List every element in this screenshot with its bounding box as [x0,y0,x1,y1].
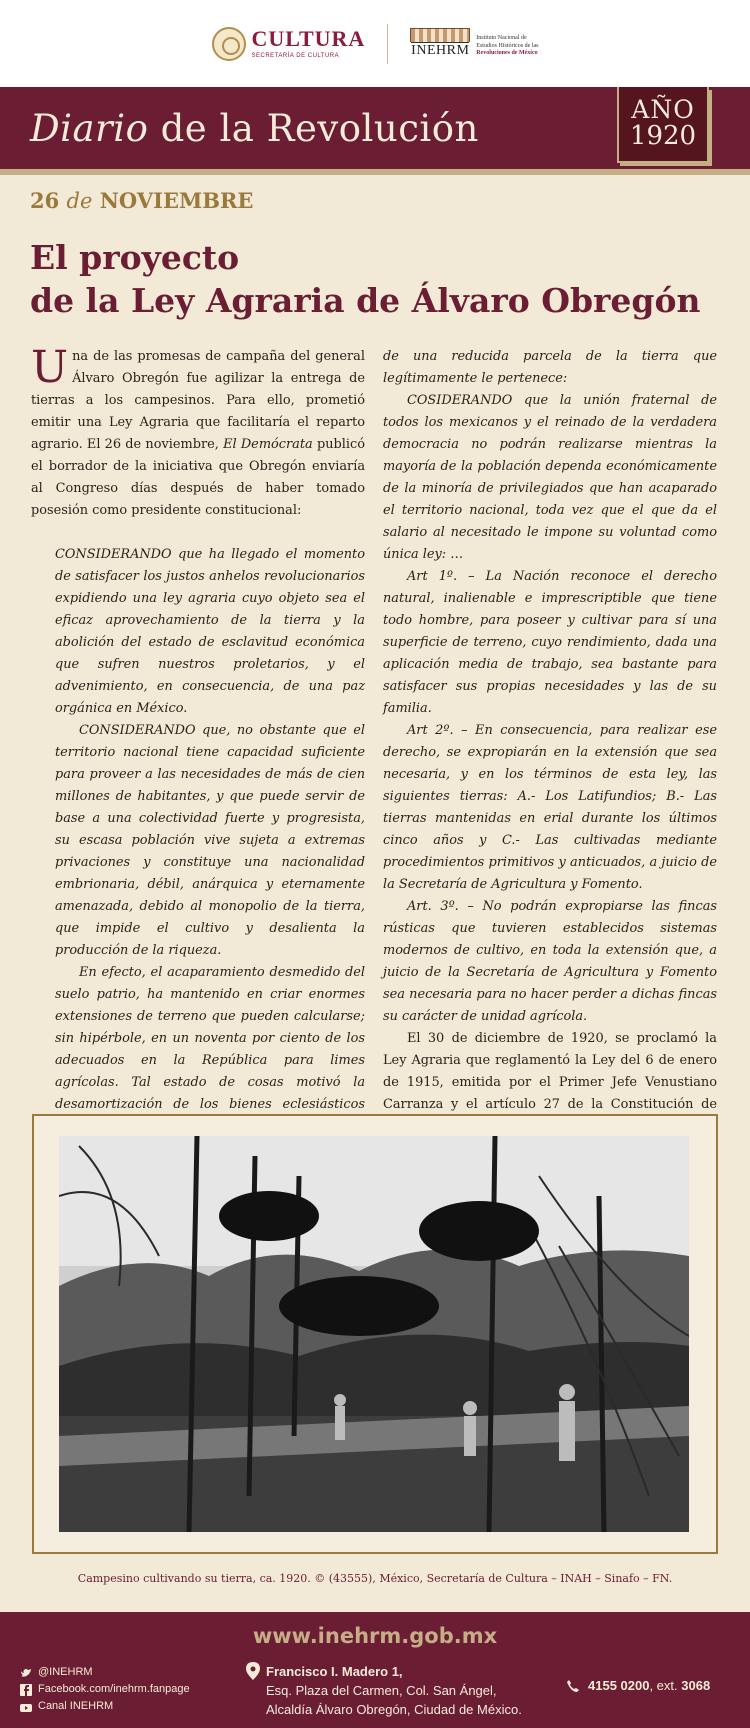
newspaper-name: El Demócrata [223,437,313,452]
photo-frame [32,1114,718,1554]
intro-text: na de las promesas de campaña del general Álvaro Obregón fue agilizar la entrega de tierras a los campesinos. Para ello, prometió emitir una Ley Agraria que facilitaría el reparto agrario. El 26 de noviembre, [31,349,365,452]
title-line: de la Ley Agraria de Álvaro Obregón [30,281,701,320]
twitter-link[interactable] [20,1664,190,1681]
inehrm-desc-line: Instituto Nacional de [476,35,527,42]
year-number: 1920 [629,121,697,152]
quote-paragraph: Art. 3º. – No podrán expropiarse las fincas rústicas que tuvieren establecidos sistemas modernos de cultivo, en toda la extensión que, a juicio de la Secretaría de Agricultura y Fomento sea necesaria para no hacer perder a dichas fincas su carácter de unidad agrícola. [383,899,717,1024]
title-line: El proyecto [30,238,240,277]
drop-cap: U [31,342,69,393]
intro-paragraph [31,342,365,522]
ext-label: , ext. [649,1678,682,1693]
article-column-right [383,346,717,1160]
article-date [30,188,253,213]
cultura-logo[interactable] [212,27,366,61]
eagle-seal-icon [212,27,246,61]
phone-contact[interactable] [566,1678,710,1693]
logo-bar [0,0,750,87]
cultura-wordmark: CULTURA [251,26,366,51]
facebook-url: Facebook.com/inehrm.fanpage [38,1683,190,1695]
year-label: AÑO [631,95,695,125]
quote-paragraph: COSIDERANDO que la unión fraternal de todos los mexicanos y el reinado de la verdadera democracia no podrán realizarse mientras la mayoría de la población dependa económicamente de la minoría de privilegiados que han acaparado el territorio nacional, toda vez que el que da el salario al necesitado le impone su voluntad como única ley: … [383,393,717,562]
youtube-link[interactable] [20,1698,190,1715]
quote-paragraph: CONSIDERANDO que ha llegado el momento de satisfacer los justos anhelos revolucionarios expidiendo una ley agraria cuyo objeto sea el eficaz aprovechamiento de la tierra y la abolición del estado de esclavitud económica que sufren nuestros proletarios, y el advenimiento, en consecuencia, de una paz orgánica en México. [55,547,365,716]
website-link[interactable]: www.inehrm.gob.mx [252,1624,498,1648]
publication-title [30,107,479,150]
title-rest: de la Revolución [148,107,479,150]
twitter-icon [20,1667,32,1679]
quote-paragraph: Art 1º. – La Nación reconoce el derecho natural, inalienable e imprescriptible que tiene todo hombre, para poseer y cultivar para sí una superficie de terreno, cuyo rendimiento, dada una aplicación media de trabajo, sea bastante para satisfacer sus propias necesidades y las de su familia. [383,569,717,716]
inehrm-desc-line: Estudios Históricos de las [476,42,539,49]
date-month: NOVIEMBRE [99,188,254,213]
phone-extension: 3068 [681,1678,711,1693]
photo-caption: Campesino cultivando su tierra, ca. 1920. © (43555), México, Secretaría de Cultura – INAH – Sinafo – FN. [77,1572,673,1585]
closing-paragraph: El 30 de diciembre de 1920, se proclamó la Ley Agraria que reglamentó la Ley del 6 de enero de 1915, emitida por el Primer Jefe Venustiano Carranza y el artículo 27 de la Constitución de [383,1031,717,1112]
quote-paragraph: En efecto, el acaparamiento desmedido del suelo patrio, ha mantenido en criar enormes extensiones de terreno que pueden calcularse; sin hipérbole, en un noventa por ciento de los adecuados en la República para limes agrícolas. Tal estado de cosas motivó la desamortización de los bienes eclesiásticos [55,965,365,1112]
twitter-handle: @INEHRM [38,1666,93,1678]
year-badge [617,87,709,163]
date-de: de [66,189,93,213]
address-line: Francisco I. Madero 1, [266,1664,403,1679]
footer [0,1612,750,1728]
building-icon [410,28,470,42]
inehrm-desc-line: Revoluciones de México [476,49,538,56]
phone-icon [566,1679,580,1693]
logo-divider [387,24,388,64]
location-pin-icon [246,1662,260,1680]
address-line: Esq. Plaza del Carmen, Col. San Ángel, [266,1683,497,1698]
cultura-subtitle: SECRETARÍA DE CULTURA [251,53,340,59]
youtube-channel: Canal INEHRM [38,1700,114,1712]
quote-paragraph: Art 2º. – En consecuencia, para realizar ese derecho, se expropiarán en la extensión que sea necesaria, y en los términos de esta ley, las siguientes tierras: A.- Los Latifundios; B.- Las tierras mantenidas en erial durante los últimos cinco años y C.- Las cultivadas mediante procedimientos primitivos y anticuados, a juicio de la Secretaría de Agricultura y Fomento. [383,723,717,892]
article-column-left [31,342,365,1226]
intro-text: publicó el borrador de la iniciativa que Obregón enviaría al Congreso días después de haber tomado posesión como presidente constitucional: [31,437,365,518]
inehrm-wordmark: INEHRM [411,43,470,58]
historic-photo [59,1136,689,1532]
title-italic: Diario [30,107,149,150]
inehrm-logo[interactable] [410,28,538,59]
date-day: 26 [30,188,60,213]
social-links [20,1664,190,1715]
address-block [246,1662,522,1719]
facebook-icon [20,1684,32,1696]
quote-paragraph: de una reducida parcela de la tierra que legítimamente le pertenece: [383,349,717,386]
address-line: Alcaldía Álvaro Obregón, Ciudad de México. [266,1702,522,1717]
article-title [30,236,720,322]
facebook-link[interactable] [20,1681,190,1698]
phone-number: 4155 0200 [588,1678,650,1693]
youtube-icon [20,1701,32,1713]
masthead [0,87,750,175]
quote-paragraph: CONSIDERANDO que, no obstante que el territorio nacional tiene capacidad suficiente para proveer a las necesidades de más de cien millones de habitantes, y que puede servir de base a una colectividad fuerte y progresista, su escasa población vive sujeta a extremas privaciones y constituye una nacionalidad embrionaria, débil, anárquica y eternamente amenazada, debido al monopolio de la tierra, que impide el cultivo y desalienta la producción de la riqueza. [55,723,365,958]
